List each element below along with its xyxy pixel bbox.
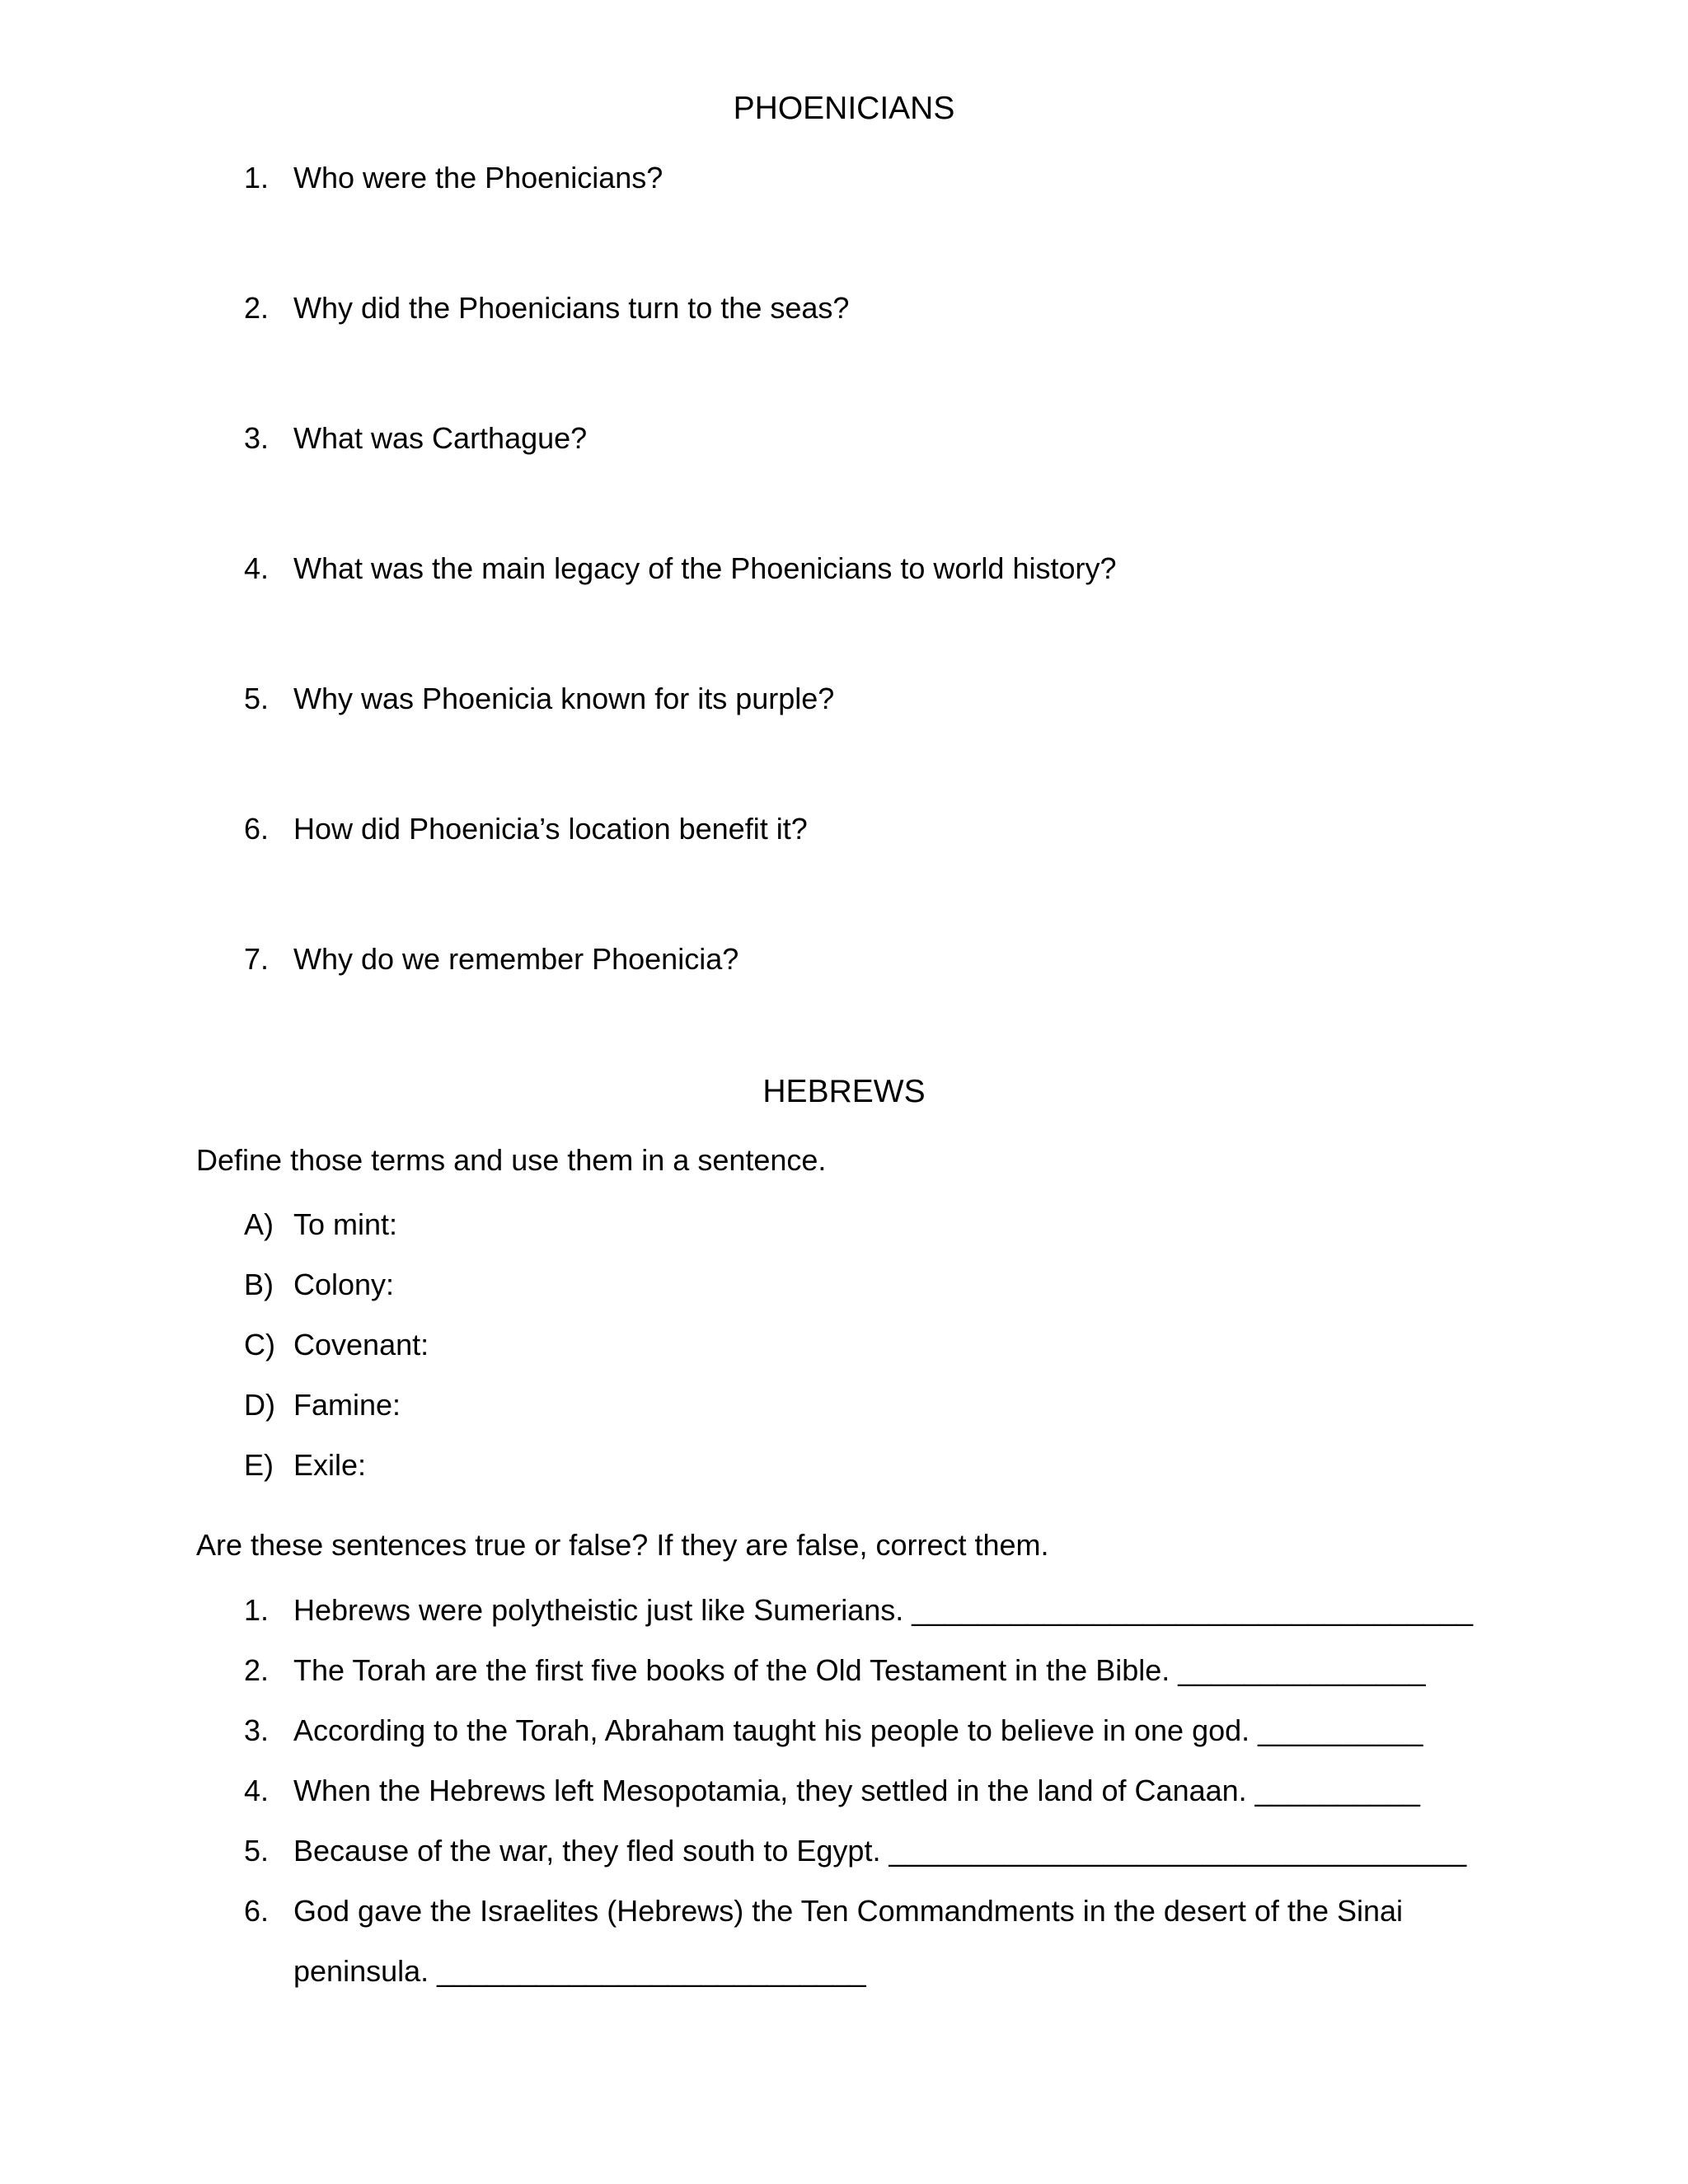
question-number: 3. — [244, 421, 270, 455]
phoenicians-question — [244, 941, 738, 977]
question-text: Who were the Phoenicians? — [293, 161, 663, 194]
statement-number: 3. — [244, 1713, 270, 1747]
vocabulary-term — [244, 1447, 366, 1483]
statement-text: When the Hebrews left Mesopotamia, they settled in the land of Canaan. __________ — [293, 1774, 1420, 1807]
statement-text: Hebrews were polytheistic just like Sumerians. __________________________________ — [293, 1593, 1474, 1627]
question-number: 1. — [244, 161, 270, 194]
term-text: Covenant: — [293, 1328, 429, 1361]
question-number: 2. — [244, 291, 270, 325]
statement-number: 4. — [244, 1774, 270, 1807]
term-text: Colony: — [293, 1268, 395, 1301]
hebrews-heading: HEBREWS — [762, 1074, 926, 1109]
vocabulary-term — [244, 1327, 429, 1363]
term-letter: A) — [244, 1207, 274, 1241]
vocabulary-term — [244, 1267, 394, 1303]
statement-text: The Torah are the first five books of the Old Testament in the Bible. _______________ — [293, 1653, 1426, 1687]
statement-number: 2. — [244, 1653, 270, 1687]
phoenicians-question — [244, 681, 834, 717]
define-instruction: Define those terms and use them in a sentence. — [196, 1143, 827, 1177]
statement-text: Because of the war, they fled south to Egypt. ___________________________________ — [293, 1834, 1467, 1868]
question-text: Why did the Phoenicians turn to the seas? — [293, 291, 850, 325]
vocabulary-term — [244, 1387, 401, 1423]
term-text: Famine: — [293, 1388, 401, 1422]
statement-text: God gave the Israelites (Hebrews) the Ten Commandments in the desert of the Sinai — [293, 1894, 1404, 1928]
true-false-statement — [244, 1893, 1403, 1929]
true-false-statement — [244, 1713, 1423, 1749]
statement-text: According to the Torah, Abraham taught his people to believe in one god. __________ — [293, 1713, 1423, 1747]
true-false-statement — [244, 1592, 1473, 1629]
phoenicians-question — [244, 290, 849, 326]
question-text: How did Phoenicia’s location benefit it? — [293, 812, 808, 846]
question-number: 6. — [244, 812, 270, 846]
term-letter: B) — [244, 1268, 274, 1301]
term-letter: D) — [244, 1388, 275, 1422]
true-false-statement — [244, 1652, 1426, 1689]
question-text: Why was Phoenicia known for its purple? — [293, 682, 835, 715]
phoenicians-heading: PHOENICIANS — [733, 91, 955, 126]
term-text: Exile: — [293, 1448, 367, 1482]
question-number: 4. — [244, 551, 270, 585]
true-false-statement — [244, 1773, 1420, 1809]
question-text: What was Carthague? — [293, 421, 588, 455]
term-letter: C) — [244, 1328, 275, 1361]
phoenicians-question — [244, 160, 663, 196]
true-false-instruction: Are these sentences true or false? If they are false, correct them. — [196, 1528, 1049, 1562]
statement-number: 1. — [244, 1593, 270, 1627]
phoenicians-question — [244, 551, 1117, 587]
question-number: 5. — [244, 682, 270, 715]
phoenicians-question — [244, 420, 587, 457]
statement-number: 5. — [244, 1834, 270, 1868]
statement-continuation: peninsula. __________________________ — [293, 1954, 866, 1988]
question-number: 7. — [244, 942, 270, 976]
question-text: What was the main legacy of the Phoenicians to world history? — [293, 551, 1117, 585]
term-text: To mint: — [293, 1207, 398, 1241]
phoenicians-question — [244, 811, 808, 847]
question-text: Why do we remember Phoenicia? — [293, 942, 739, 976]
statement-number: 6. — [244, 1894, 270, 1928]
vocabulary-term — [244, 1207, 397, 1243]
true-false-statement — [244, 1833, 1466, 1869]
term-letter: E) — [244, 1448, 274, 1482]
